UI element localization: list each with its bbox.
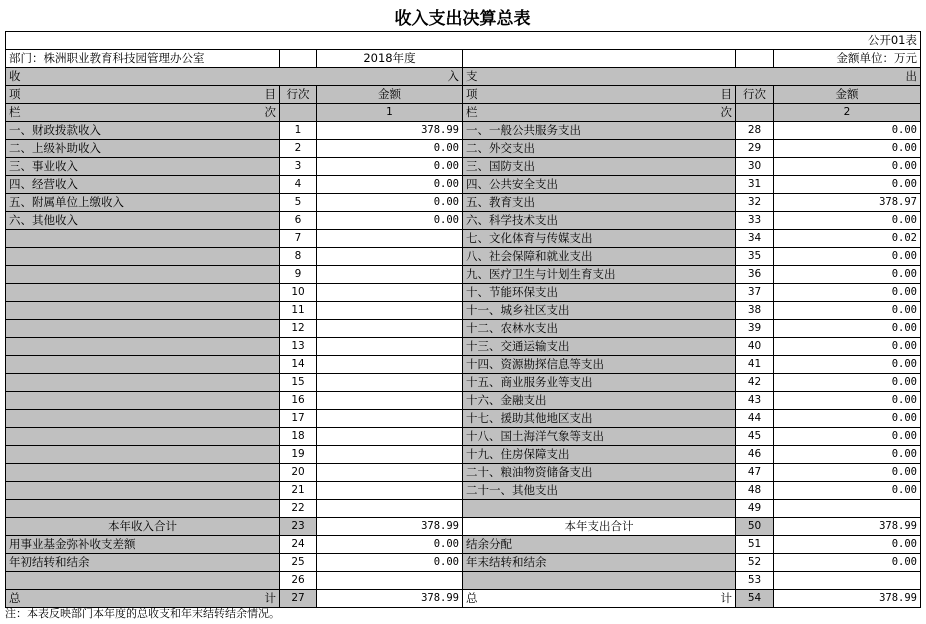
income-item <box>6 572 280 590</box>
income-amount <box>317 302 463 320</box>
income-item: 一、财政拨款收入 <box>6 122 280 140</box>
income-item <box>6 266 280 284</box>
expense-line-no: 41 <box>736 356 774 374</box>
expense-line-no: 32 <box>736 194 774 212</box>
income-item <box>6 284 280 302</box>
income-amount: 0.00 <box>317 536 463 554</box>
income-line-header: 行次 <box>280 86 317 104</box>
expense-item: 一、一般公共服务支出 <box>463 122 736 140</box>
income-amount <box>317 410 463 428</box>
table-row <box>6 302 921 320</box>
income-item <box>6 320 280 338</box>
income-line-no: 2 <box>280 140 317 158</box>
expense-amount: 378.97 <box>774 194 921 212</box>
income-amount <box>317 284 463 302</box>
income-item <box>6 230 280 248</box>
income-item: 三、事业收入 <box>6 158 280 176</box>
table-row <box>6 212 921 230</box>
income-amount <box>317 248 463 266</box>
expense-line-no: 48 <box>736 482 774 500</box>
income-col-index-label: 栏 次 <box>6 104 280 122</box>
column-header-row <box>6 86 921 104</box>
expense-item: 年末结转和结余 <box>463 554 736 572</box>
income-amount-header: 金额 <box>317 86 463 104</box>
table-row <box>6 428 921 446</box>
expense-amount-header: 金额 <box>774 86 921 104</box>
expense-grand-line: 54 <box>736 590 774 608</box>
income-line-no: 24 <box>280 536 317 554</box>
income-item: 四、经营收入 <box>6 176 280 194</box>
year-label: 2018年度 <box>317 50 463 68</box>
table-row <box>6 122 921 140</box>
income-grand-amount: 378.99 <box>317 590 463 608</box>
expense-line-no: 33 <box>736 212 774 230</box>
income-line-no: 16 <box>280 392 317 410</box>
table-row <box>6 536 921 554</box>
expense-col-index: 2 <box>774 104 921 122</box>
income-amount <box>317 446 463 464</box>
income-total-line: 23 <box>280 518 317 536</box>
expense-amount: 0.00 <box>774 356 921 374</box>
expense-item <box>463 500 736 518</box>
department-label: 部门：株洲职业教育科技园管理办公室 <box>6 50 280 68</box>
income-item <box>6 338 280 356</box>
table-row <box>6 374 921 392</box>
unit-label: 金额单位：万元 <box>774 50 921 68</box>
expense-item: 十九、住房保障支出 <box>463 446 736 464</box>
income-line-no: 18 <box>280 428 317 446</box>
income-item <box>6 482 280 500</box>
expense-item: 十七、援助其他地区支出 <box>463 410 736 428</box>
expense-line-no: 37 <box>736 284 774 302</box>
income-item: 五、附属单位上缴收入 <box>6 194 280 212</box>
expense-line-no: 35 <box>736 248 774 266</box>
expense-line-no: 34 <box>736 230 774 248</box>
income-grand-line: 27 <box>280 590 317 608</box>
income-item <box>6 410 280 428</box>
income-amount: 0.00 <box>317 554 463 572</box>
expense-amount: 0.00 <box>774 212 921 230</box>
income-amount: 0.00 <box>317 140 463 158</box>
expense-col-index-label: 栏 次 <box>463 104 736 122</box>
expense-line-no: 43 <box>736 392 774 410</box>
table-row <box>6 194 921 212</box>
income-line-no: 25 <box>280 554 317 572</box>
expense-item: 五、教育支出 <box>463 194 736 212</box>
income-col-index: 1 <box>317 104 463 122</box>
income-item-header: 项 目 <box>6 86 280 104</box>
income-amount: 0.00 <box>317 176 463 194</box>
expense-item: 三、国防支出 <box>463 158 736 176</box>
table-row <box>6 158 921 176</box>
income-total-label: 本年收入合计 <box>6 518 280 536</box>
income-amount: 0.00 <box>317 158 463 176</box>
expense-item: 十五、商业服务业等支出 <box>463 374 736 392</box>
expense-item: 十、节能环保支出 <box>463 284 736 302</box>
income-line-no: 3 <box>280 158 317 176</box>
expense-amount: 0.00 <box>774 266 921 284</box>
expense-line-no: 51 <box>736 536 774 554</box>
income-line-no: 22 <box>280 500 317 518</box>
income-total-amount: 378.99 <box>317 518 463 536</box>
income-line-no: 5 <box>280 194 317 212</box>
income-amount <box>317 374 463 392</box>
income-item: 年初结转和结余 <box>6 554 280 572</box>
income-amount <box>317 482 463 500</box>
expense-line-no: 45 <box>736 428 774 446</box>
income-line-no: 26 <box>280 572 317 590</box>
expense-total-amount: 378.99 <box>774 518 921 536</box>
income-grand-total-label: 总 计 <box>6 590 280 608</box>
expense-item: 十一、城乡社区支出 <box>463 302 736 320</box>
income-amount: 0.00 <box>317 212 463 230</box>
table-row <box>6 266 921 284</box>
expense-amount: 0.00 <box>774 302 921 320</box>
income-amount <box>317 356 463 374</box>
income-line-no: 7 <box>280 230 317 248</box>
expense-item-header: 项 目 <box>463 86 736 104</box>
expense-total-label: 本年支出合计 <box>463 518 736 536</box>
meta-row <box>6 50 921 68</box>
table-row <box>6 482 921 500</box>
expense-amount <box>774 572 921 590</box>
table-row <box>6 320 921 338</box>
income-line-no: 13 <box>280 338 317 356</box>
income-amount <box>317 338 463 356</box>
totals-row <box>6 518 921 536</box>
income-item: 用事业基金弥补收支差额 <box>6 536 280 554</box>
income-line-no: 8 <box>280 248 317 266</box>
income-amount <box>317 428 463 446</box>
section-header-row <box>6 68 921 86</box>
income-section-header: 收 入 <box>6 68 463 86</box>
expense-line-no: 28 <box>736 122 774 140</box>
table-row <box>6 230 921 248</box>
expense-line-no: 36 <box>736 266 774 284</box>
income-line-no: 1 <box>280 122 317 140</box>
expense-amount: 0.00 <box>774 248 921 266</box>
table-row <box>6 572 921 590</box>
expense-amount: 0.00 <box>774 410 921 428</box>
expense-amount: 0.00 <box>774 536 921 554</box>
income-amount <box>317 500 463 518</box>
income-item <box>6 374 280 392</box>
expense-amount: 0.00 <box>774 320 921 338</box>
expense-amount: 0.00 <box>774 122 921 140</box>
income-line-no: 11 <box>280 302 317 320</box>
form-code-row <box>6 32 921 50</box>
expense-item: 二十一、其他支出 <box>463 482 736 500</box>
income-item <box>6 302 280 320</box>
expense-item: 九、医疗卫生与计划生育支出 <box>463 266 736 284</box>
expense-amount <box>774 500 921 518</box>
income-item <box>6 392 280 410</box>
income-amount: 378.99 <box>317 122 463 140</box>
table-row <box>6 500 921 518</box>
income-line-no: 4 <box>280 176 317 194</box>
income-line-no: 9 <box>280 266 317 284</box>
table-row <box>6 464 921 482</box>
income-item: 二、上级补助收入 <box>6 140 280 158</box>
expense-total-line: 50 <box>736 518 774 536</box>
expense-grand-amount: 378.99 <box>774 590 921 608</box>
expense-line-no: 49 <box>736 500 774 518</box>
expense-amount: 0.00 <box>774 392 921 410</box>
income-line-no: 21 <box>280 482 317 500</box>
income-line-no: 17 <box>280 410 317 428</box>
income-line-no: 15 <box>280 374 317 392</box>
income-amount <box>317 230 463 248</box>
expense-item: 六、科学技术支出 <box>463 212 736 230</box>
income-amount <box>317 392 463 410</box>
income-item: 六、其他收入 <box>6 212 280 230</box>
table-row <box>6 392 921 410</box>
income-amount <box>317 572 463 590</box>
income-amount <box>317 464 463 482</box>
income-line-no: 10 <box>280 284 317 302</box>
expense-amount: 0.00 <box>774 176 921 194</box>
expense-line-no: 42 <box>736 374 774 392</box>
expense-item: 四、公共安全支出 <box>463 176 736 194</box>
grand-total-row <box>6 590 921 608</box>
expense-amount: 0.00 <box>774 140 921 158</box>
expense-item: 十四、资源勘探信息等支出 <box>463 356 736 374</box>
expense-line-no: 30 <box>736 158 774 176</box>
table-row <box>6 284 921 302</box>
expense-line-no: 46 <box>736 446 774 464</box>
expense-line-no: 44 <box>736 410 774 428</box>
table-row <box>6 338 921 356</box>
expense-line-no: 53 <box>736 572 774 590</box>
income-amount: 0.00 <box>317 194 463 212</box>
expense-item: 七、文化体育与传媒支出 <box>463 230 736 248</box>
income-line-no: 12 <box>280 320 317 338</box>
expense-item: 二十、粮油物资储备支出 <box>463 464 736 482</box>
expense-amount: 0.00 <box>774 554 921 572</box>
income-line-no: 19 <box>280 446 317 464</box>
income-item <box>6 428 280 446</box>
table-row <box>6 140 921 158</box>
expense-amount: 0.00 <box>774 446 921 464</box>
expense-grand-total-label: 总 计 <box>463 590 736 608</box>
income-expense-table <box>5 31 921 608</box>
table-row <box>6 554 921 572</box>
income-item <box>6 356 280 374</box>
expense-line-no: 39 <box>736 320 774 338</box>
expense-amount: 0.00 <box>774 284 921 302</box>
expense-item: 十二、农林水支出 <box>463 320 736 338</box>
table-row <box>6 410 921 428</box>
income-line-no: 6 <box>280 212 317 230</box>
income-item <box>6 464 280 482</box>
expense-line-no: 31 <box>736 176 774 194</box>
expense-item: 十三、交通运输支出 <box>463 338 736 356</box>
table-row <box>6 356 921 374</box>
table-row <box>6 248 921 266</box>
expense-amount: 0.00 <box>774 428 921 446</box>
expense-line-no: 29 <box>736 140 774 158</box>
form-code: 公开01表 <box>6 32 921 50</box>
income-item <box>6 500 280 518</box>
expense-amount: 0.00 <box>774 374 921 392</box>
expense-amount: 0.00 <box>774 158 921 176</box>
expense-amount: 0.02 <box>774 230 921 248</box>
expense-section-header: 支 出 <box>463 68 921 86</box>
expense-amount: 0.00 <box>774 482 921 500</box>
expense-line-no: 52 <box>736 554 774 572</box>
income-line-no: 14 <box>280 356 317 374</box>
expense-item: 十八、国土海洋气象等支出 <box>463 428 736 446</box>
expense-item: 二、外交支出 <box>463 140 736 158</box>
expense-item: 结余分配 <box>463 536 736 554</box>
income-item <box>6 446 280 464</box>
expense-amount: 0.00 <box>774 338 921 356</box>
expense-item: 八、社会保障和就业支出 <box>463 248 736 266</box>
table-row <box>6 446 921 464</box>
income-item <box>6 248 280 266</box>
expense-line-no: 38 <box>736 302 774 320</box>
expense-line-no: 40 <box>736 338 774 356</box>
expense-item: 十六、金融支出 <box>463 392 736 410</box>
expense-line-header: 行次 <box>736 86 774 104</box>
income-line-no: 20 <box>280 464 317 482</box>
expense-item <box>463 572 736 590</box>
expense-amount: 0.00 <box>774 464 921 482</box>
column-index-row <box>6 104 921 122</box>
footnote: 注：本表反映部门本年度的总收支和年末结转结余情况。 <box>5 607 280 620</box>
report-title: 收入支出决算总表 <box>394 9 531 29</box>
income-amount <box>317 266 463 284</box>
income-amount <box>317 320 463 338</box>
expense-line-no: 47 <box>736 464 774 482</box>
table-row <box>6 176 921 194</box>
